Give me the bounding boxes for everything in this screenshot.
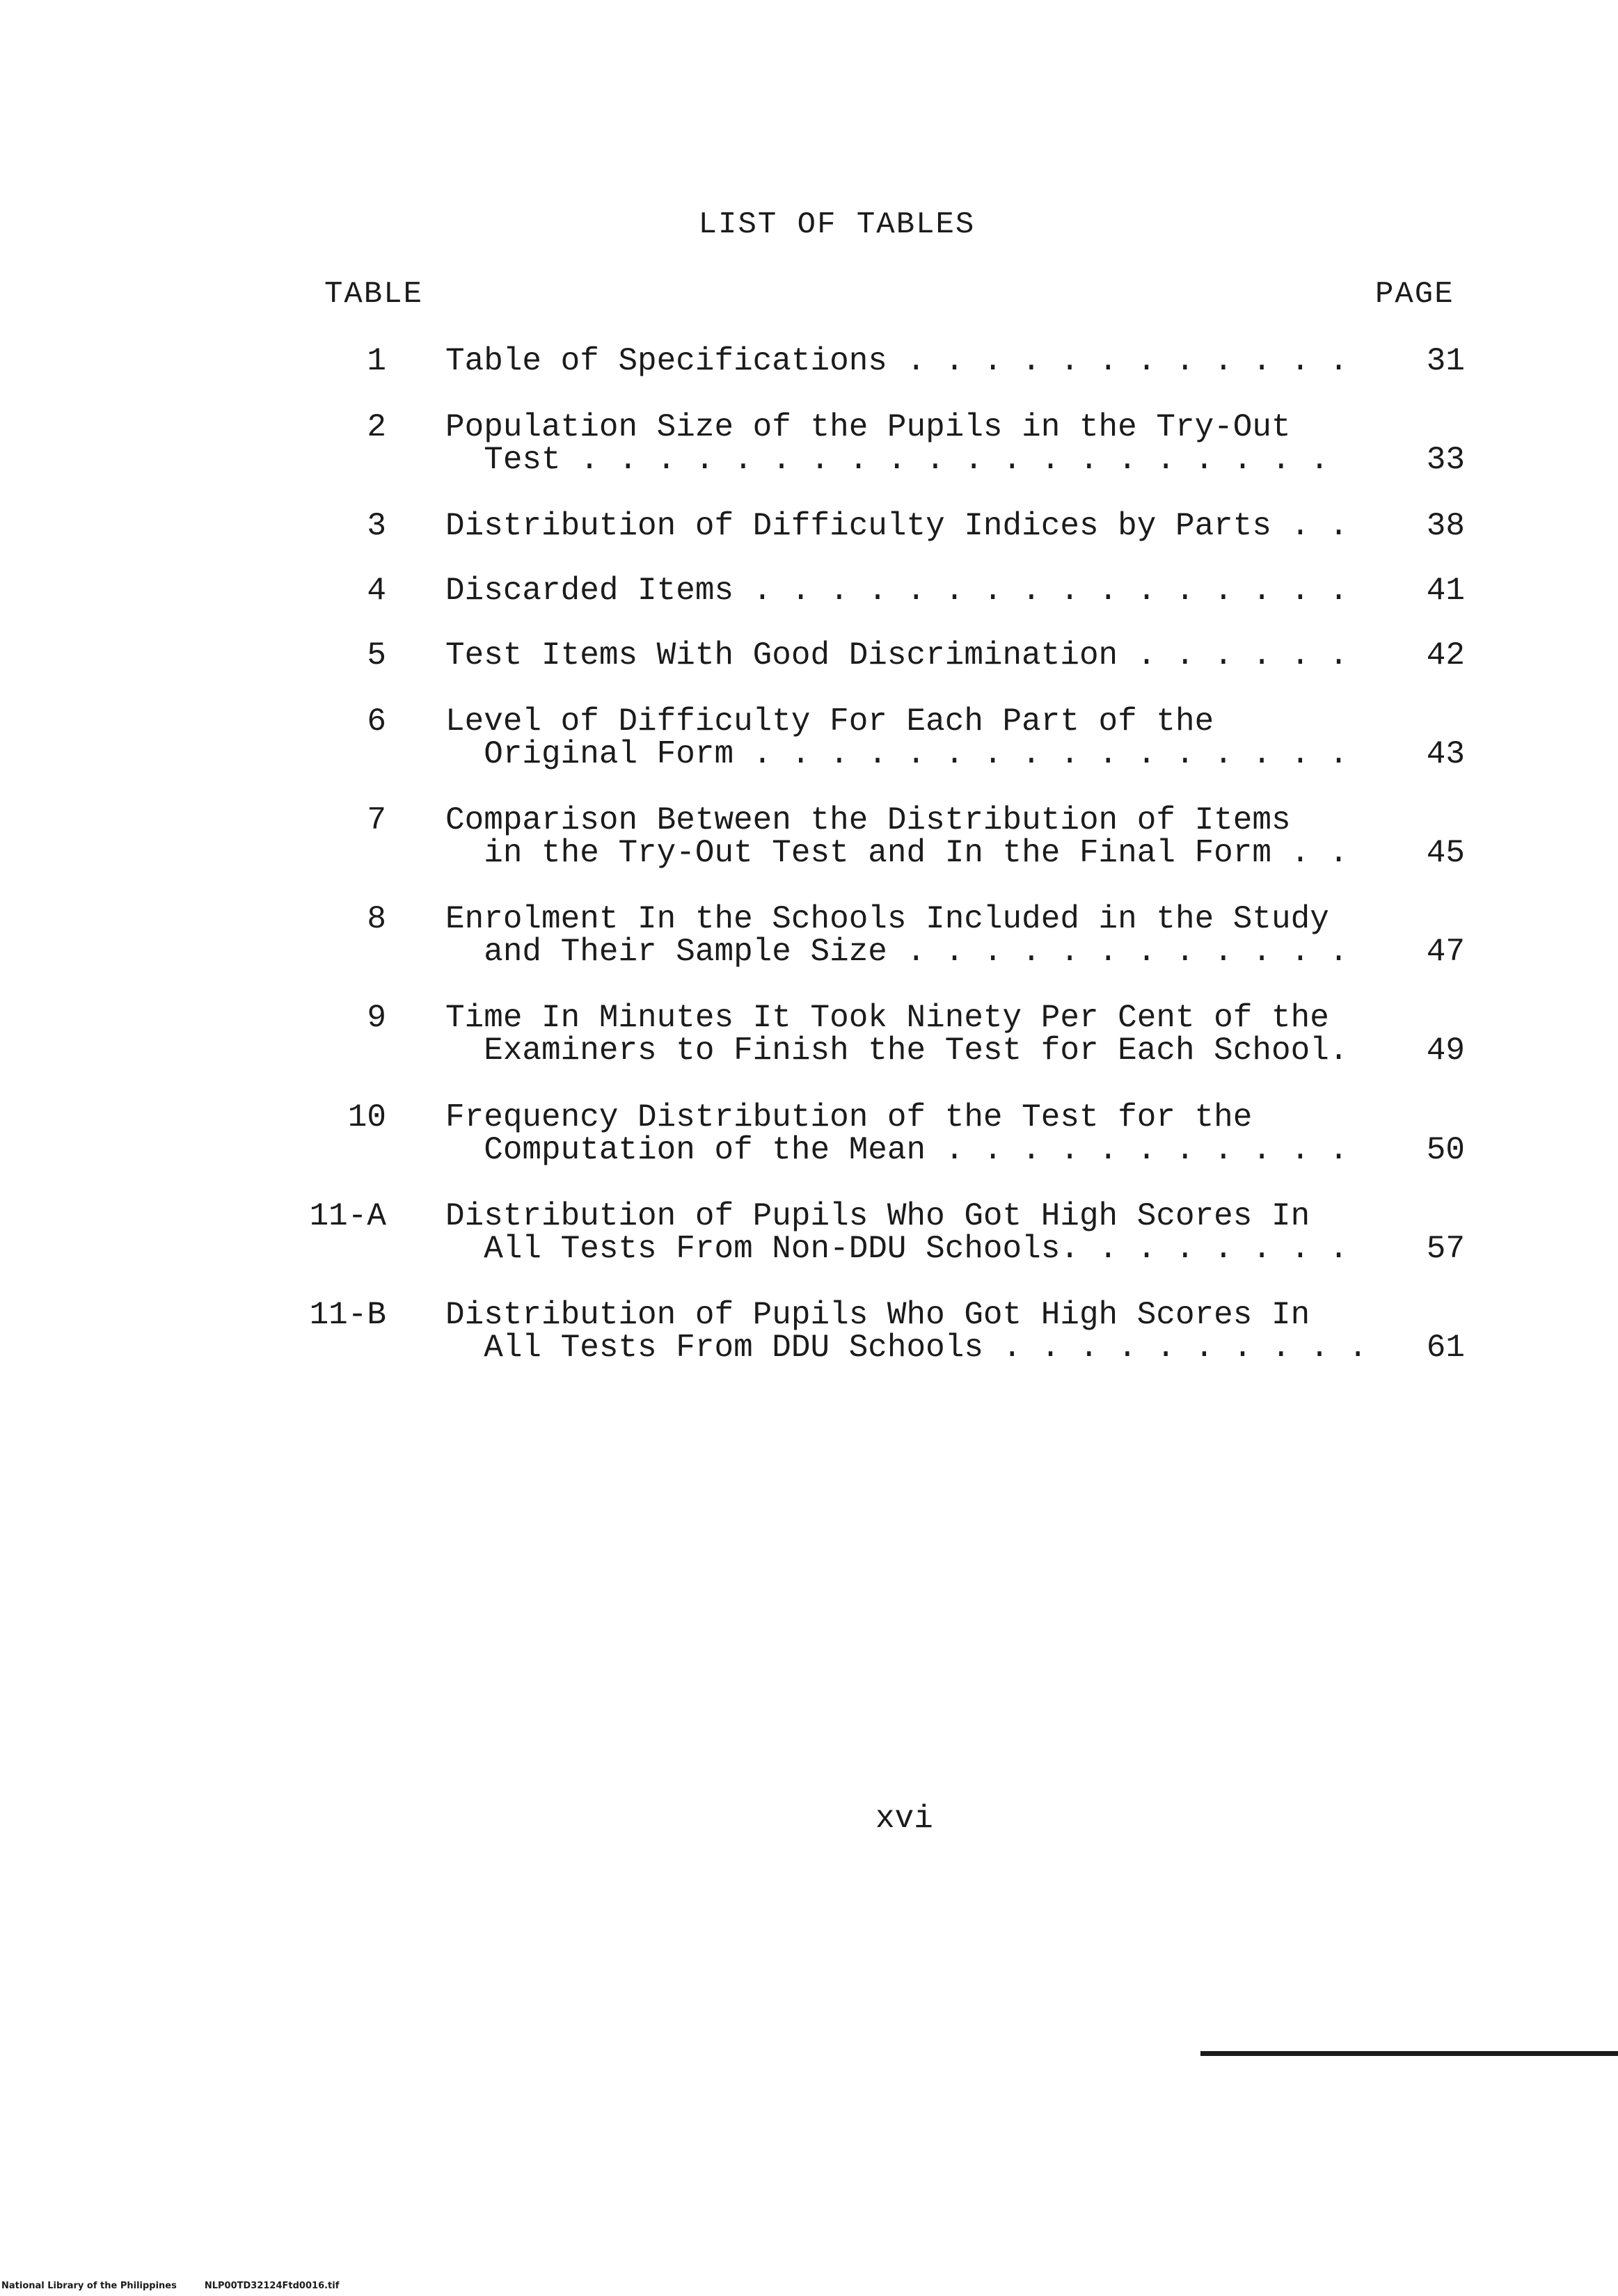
table-entry-number: 1 bbox=[367, 343, 386, 379]
table-entry-title: Comparison Between the Distribution of Items bbox=[445, 802, 1291, 838]
table-entry-page: 57 bbox=[1426, 1231, 1465, 1267]
table-entry-title-continued: Examiners to Finish the Test for Each School. bbox=[445, 1033, 1349, 1069]
table-entry-number: 5 bbox=[367, 637, 386, 673]
table-entry-page: 42 bbox=[1426, 637, 1465, 673]
table-entry-title: Distribution of Pupils Who Got High Scores In bbox=[445, 1297, 1310, 1333]
table-entry-title-continued: Original Form . . . . . . . . . . . . . . . . bbox=[445, 736, 1349, 772]
table-entry-number: 4 bbox=[367, 573, 386, 609]
footer-library: National Library of the Philippines bbox=[1, 2281, 177, 2291]
table-entry-page: 45 bbox=[1426, 835, 1465, 871]
table-entry-page: 49 bbox=[1426, 1033, 1465, 1069]
table-entry-title-continued: and Their Sample Size . . . . . . . . . . . . bbox=[445, 934, 1349, 970]
table-entry-title-continued: All Tests From Non-DDU Schools. . . . . . . . bbox=[445, 1231, 1349, 1267]
table-entry-title: Level of Difficulty For Each Part of the bbox=[445, 703, 1214, 740]
table-entry-number: 2 bbox=[367, 409, 386, 445]
table-entry-number: 6 bbox=[367, 703, 386, 740]
table-entry-page: 61 bbox=[1426, 1330, 1465, 1366]
table-entry-page: 38 bbox=[1426, 508, 1465, 544]
page-title: LIST OF TABLES bbox=[698, 207, 976, 242]
table-entry-title: Discarded Items . . . . . . . . . . . . . . . . bbox=[445, 573, 1349, 609]
scan-footer bbox=[1, 2281, 367, 2291]
table-entry-title: Time In Minutes It Took Ninety Per Cent of the bbox=[445, 1000, 1329, 1036]
table-entry-number: 7 bbox=[367, 802, 386, 838]
table-entry-page: 33 bbox=[1426, 442, 1465, 478]
footer-file: NLP00TD32124Ftd0016.tif bbox=[204, 2281, 340, 2291]
table-entry-title: Distribution of Difficulty Indices by Parts . . bbox=[445, 508, 1349, 544]
table-entry-page: 31 bbox=[1426, 343, 1465, 379]
table-entry-number: 11-B bbox=[309, 1297, 386, 1333]
table-entry-number: 9 bbox=[367, 1000, 386, 1036]
table-entry-title-continued: Test . . . . . . . . . . . . . . . . . . . . bbox=[445, 442, 1329, 478]
page-number: xvi bbox=[875, 1801, 933, 1837]
table-entry-number: 10 bbox=[347, 1099, 386, 1135]
table-entry-title-continued: All Tests From DDU Schools . . . . . . . . . . bbox=[445, 1330, 1368, 1366]
table-entry-title: Distribution of Pupils Who Got High Scores In bbox=[445, 1198, 1310, 1234]
table-entry-title: Test Items With Good Discrimination . . . . . . bbox=[445, 637, 1349, 673]
page-column-header: PAGE bbox=[1375, 277, 1454, 312]
table-entry-page: 50 bbox=[1426, 1132, 1465, 1168]
table-entry-number: 11-A bbox=[309, 1198, 386, 1234]
table-entry-page: 43 bbox=[1426, 736, 1465, 772]
scan-edge-rule bbox=[1200, 2051, 1618, 2056]
table-entry-title: Population Size of the Pupils in the Try-Out bbox=[445, 409, 1291, 445]
table-entry-title-continued: in the Try-Out Test and In the Final Form . . bbox=[445, 835, 1349, 871]
table-entry-number: 3 bbox=[367, 508, 386, 544]
table-entry-page: 41 bbox=[1426, 573, 1465, 609]
table-entry-page: 47 bbox=[1426, 934, 1465, 970]
table-entry-title: Frequency Distribution of the Test for the bbox=[445, 1099, 1253, 1135]
table-entry-title-continued: Computation of the Mean . . . . . . . . . . . bbox=[445, 1132, 1349, 1168]
table-entry-title: Table of Specifications . . . . . . . . . . . . bbox=[445, 343, 1349, 379]
table-entry-title: Enrolment In the Schools Included in the Study bbox=[445, 901, 1329, 937]
table-column-header: TABLE bbox=[324, 277, 424, 312]
table-entry-number: 8 bbox=[367, 901, 386, 937]
